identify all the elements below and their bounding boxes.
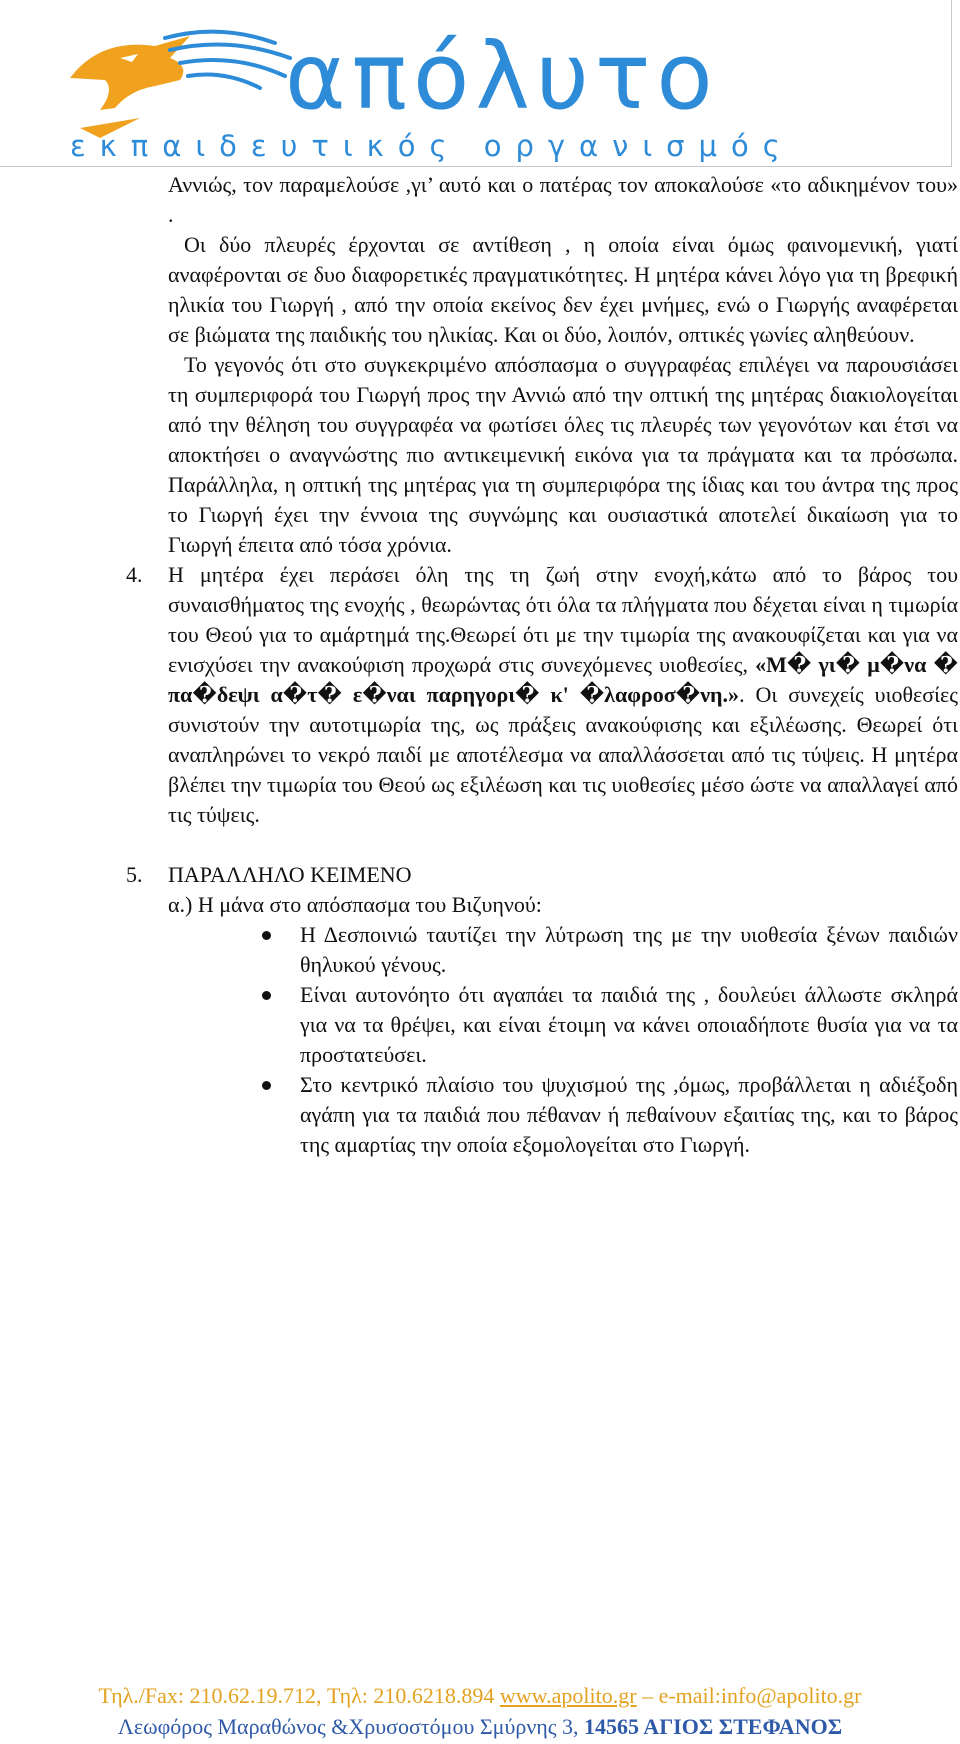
item-5-subheading: α.) Η μάνα στο απόσπασμα του Βιζυηνού: <box>168 892 542 917</box>
item-4-text-before: Η μητέρα έχει περάσει όλη της τη ζωή στην ενοχή,κάτω από το βάρος του συναισθήματος της ενοχής , θεωρώντας ότι όλα τα πλήγματα που δέχεται είναι η τιμωρία του Θεού για το αμάρτημά της.Θεωρεί ότι με την τιμωρία της ανακουφίζεται και για να ενισχύσει την ανακούφιση προχωρά στις συνεχόμενες υιοθεσίες, <box>168 562 958 677</box>
footer <box>0 1680 960 1742</box>
item-4-text <box>168 560 958 830</box>
bullet-text: Είναι αυτονόητο ότι αγαπάει τα παιδιά της , δουλεύει άλλωστε σκληρά για να τα θρέψει, και είναι έτοιμη να κάνει οποιαδήποτε θυσία για να τα προστατεύσει. <box>300 982 958 1067</box>
paragraph-3: Το γεγονός ότι στο συγκεκριμένο απόσπασμα ο συγγραφέας επιλέγει να παρουσιάσει τη συμπεριφορά του Γιωργή προς την Αννιώ από την οπτική της μητέρας διακιολογείται από την θέληση του συγγραφέα να φωτίσει όλες τις πλευρές των γεγονότων και έτσι να αποκτήσει ο αναγνώστης πιο αντικειμενική εικόνα για τα πράγματα και τα πρόσωπα. Παράλληλα, η οπτική της μητέρας για τη συμπεριφόρα της ίδιας και του άντρα της προς το Γιωργή έχει την έννοια της συγνώμης και ουσιαστικά αποτελεί δικαίωση για το Γιωργή έπειτα από τόσα χρόνια. <box>168 352 958 557</box>
bullet-item <box>300 1070 958 1160</box>
bullet-icon <box>262 991 271 1000</box>
item-5-title: ΠΑΡΑΛΛΗΛΟ ΚΕΙΜΕΝΟ <box>168 862 412 887</box>
spacer <box>168 830 958 860</box>
bullet-icon <box>262 1081 271 1090</box>
website-link[interactable]: www.apolito.gr <box>499 1683 637 1708</box>
footer-email[interactable]: – e-mail:info@apolito.gr <box>642 1683 862 1708</box>
bullet-item <box>300 920 958 980</box>
footer-phones: Τηλ./Fax: 210.62.19.712, Τηλ: 210.6218.894 <box>98 1683 495 1708</box>
apolito-logo <box>60 18 950 168</box>
logo-tagline: εκπαιδευτικός οργανισμός <box>70 129 794 163</box>
paragraph-2: Οι δύο πλευρές έρχονται σε αντίθεση , η οποία είναι όμως φαινομενική, γιατί αναφέρονται σε δυο διαφορετικές πραγματικότητες. Η μητέρα κάνει λόγο για τη βρεφική ηλικία του Γιωργή , από την οποία εκείνος δεν έχει μνήμες, ενώ ο Γιωργής αναφέρεται σε βιώματα της παιδικής του ηλικίας. Και οι δύο, λοιπόν, οπτικές γωνίες αληθεύουν. <box>168 232 958 347</box>
bullet-text: Η Δεσποινιώ ταυτίζει την λύτρωση της με την υιοθεσία ξένων παιδιών θηλυκού γένους. <box>300 922 958 977</box>
item-number: 5. <box>126 862 143 887</box>
bullet-text: Στο κεντρικό πλαίσιο του ψυχισμού της ,όμως, προβάλλεται η αδιέξοδη αγάπη για τα παιδιά που πέθαναν ή πεθαίνουν εξαιτίας της, και το βάρος της αμαρτίας την οποία εξομολογείται στο Γιωργή. <box>300 1072 958 1157</box>
footer-address-postcode: 14565 ΑΓΙΟΣ ΣΤΕΦΑΝΟΣ <box>584 1714 843 1739</box>
bullet-item <box>300 980 958 1070</box>
paragraph-1: Αννιώς, τον παραμελούσε ,γι’ αυτό και ο πατέρας τον αποκαλούσε «το αδικημένον του» . <box>168 172 958 227</box>
bullet-icon <box>262 931 271 940</box>
document-body <box>126 170 958 1160</box>
footer-address: Λεωφόρος Μαραθώνος &Χρυσοστόμου Σμύρνης 3, <box>117 1714 585 1739</box>
letterhead <box>0 0 952 167</box>
footer-contact-line <box>0 1680 960 1711</box>
item-4-quote: «Μ� γι� μ�να � πα�δεψι α�τ� ε�ναι παρηγορι� κ' �λαφροσ�νη.» <box>168 652 958 707</box>
logo-word: απόλυτο <box>285 23 719 130</box>
item-number: 4. <box>126 562 143 587</box>
footer-address-line <box>0 1711 960 1742</box>
bullet-list <box>300 920 958 1160</box>
numbered-item-5 <box>126 860 958 1160</box>
numbered-item-4 <box>126 560 958 830</box>
item-4-text-after: . Οι συνεχείς υιοθεσίες συνιστούν την αυτοτιμωρία της, ως πράξεις ανακούφισης και εξιλέωσης. Θεωρεί ότι αναπληρώνει το νεκρό παιδί με αποτέλεσμα να απαλλάσσεται από τις τύψεις. Η μητέρα βλέπει την τιμωρία του Θεού ως εξιλέωση και τις υιοθεσίες μέσο ώστε να απαλλαγεί από τις τύψεις. <box>168 682 958 827</box>
